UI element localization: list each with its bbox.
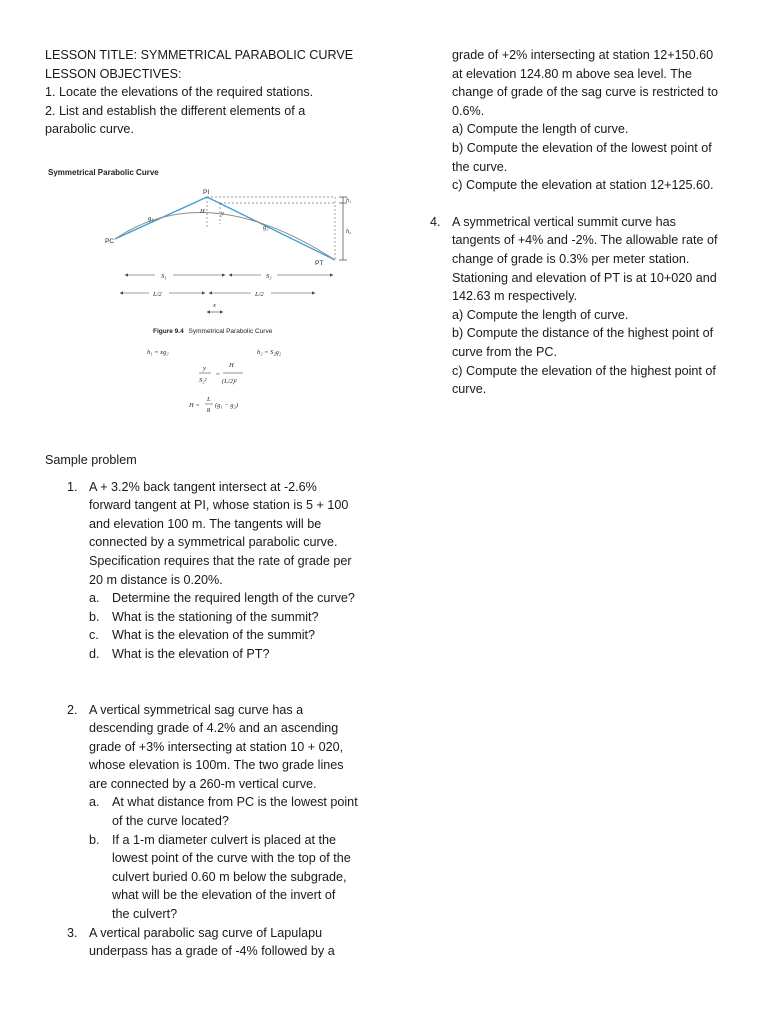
problem-4-line: 142.63 m respectively. — [452, 289, 578, 304]
problem-2-sub-a — [89, 793, 380, 830]
objectives-heading: LESSON OBJECTIVES: — [45, 66, 182, 81]
problem-1-sub-b — [89, 608, 380, 627]
sub-letter: b. — [89, 832, 100, 847]
problem-3 — [45, 924, 380, 961]
sub-text: Determine the required length of the curve? — [112, 591, 355, 606]
problem-1-number: 1. — [67, 479, 78, 494]
problem-2-line: descending grade of 4.2% and an ascending — [89, 721, 339, 736]
problem-3-continued — [430, 46, 735, 195]
h-formula-rest: (g₁ − g₂) — [215, 401, 238, 409]
problem-2-line: whose elevation is 100m. The two grade lines — [89, 758, 344, 773]
sub-letter: a. — [89, 591, 100, 606]
g2-label: g₂ — [263, 223, 269, 231]
sub-text: At what distance from PC is the lowest point — [112, 795, 358, 810]
ratio-l2: (L/2)² — [222, 377, 237, 385]
problem-4-line: a) Compute the length of curve. — [452, 307, 629, 322]
problem-4-line: change of grade is 0.3% per meter station. — [452, 251, 690, 266]
figure-caption-number: Figure 9.4 — [153, 327, 184, 335]
problem-4-line: A symmetrical vertical summit curve has — [452, 214, 676, 229]
half-l-label-right: L/2 — [255, 290, 264, 298]
problem-3-cont-line: b) Compute the elevation of the lowest point of — [452, 140, 712, 155]
problem-3-cont-line: 0.6%. — [452, 103, 485, 118]
left-column — [45, 46, 380, 961]
figure-title: Symmetrical Parabolic Curve — [48, 167, 159, 177]
problem-1-line: A + 3.2% back tangent intersect at -2.6% — [89, 479, 317, 494]
problem-4-line: tangents of +4% and -2%. The allowable rate of — [452, 233, 718, 248]
ratio-equals: = — [216, 370, 220, 378]
h-label: H — [200, 207, 205, 215]
problem-1-sub-d — [89, 645, 380, 664]
s1-label: S₁ — [161, 272, 167, 280]
spacer — [45, 664, 380, 701]
problem-list — [45, 478, 380, 961]
formula-h1: h₁ = xg₂ — [147, 348, 169, 356]
sub-text: culvert buried 0.60 m below the subgrade, — [112, 869, 347, 884]
sub-text: If a 1-m diameter culvert is placed at the — [112, 832, 336, 847]
problem-3-cont-line: c) Compute the elevation at station 12+125.60. — [452, 178, 714, 193]
problem-3-cont-line: the curve. — [452, 159, 508, 174]
problem-1-line: and elevation 100 m. The tangents will be — [89, 516, 322, 531]
formula-h2: h₂ = S₂g₂ — [257, 348, 282, 356]
problem-3-cont-line: at elevation 124.80 m above sea level. The — [452, 66, 692, 81]
pc-label: PC — [105, 237, 115, 245]
sample-problem-heading: Sample problem — [45, 452, 137, 467]
objective-2-line-1: 2. List and establish the different elements of a — [45, 103, 306, 118]
y-label: y — [221, 209, 224, 217]
problem-3-line: A vertical parabolic sag curve of Lapulapu — [89, 925, 323, 940]
parabolic-curve-figure — [45, 167, 380, 437]
sub-text: What is the stationing of the summit? — [112, 609, 319, 624]
pi-label: PI — [203, 188, 210, 196]
problem-3-line: underpass has a grade of -4% followed by a — [89, 944, 335, 959]
sub-text: What is the elevation of the summit? — [112, 628, 315, 643]
sub-text: what will be the elevation of the invert of — [112, 888, 336, 903]
sub-letter: c. — [89, 628, 99, 643]
problem-1 — [45, 478, 380, 664]
problem-2-line: grade of +3% intersecting at station 10 + 020, — [89, 739, 344, 754]
problem-3-number: 3. — [67, 925, 78, 940]
objective-2-line-2: parabolic curve. — [45, 122, 134, 137]
problem-3-cont-line: change of grade of the sag curve is restricted to — [452, 85, 719, 100]
lesson-title: LESSON TITLE: SYMMETRICAL PARABOLIC CURVE — [45, 48, 354, 62]
sub-text: the culvert? — [112, 907, 178, 922]
sub-text: What is the elevation of PT? — [112, 646, 270, 661]
problem-1-sub-a — [89, 589, 380, 608]
problem-4-line: curve from the PC. — [452, 344, 557, 359]
x-label: x — [213, 301, 216, 309]
problem-2 — [45, 701, 380, 924]
problem-2-line: A vertical symmetrical sag curve has a — [89, 702, 304, 717]
problem-2-number: 2. — [67, 702, 78, 717]
sub-text: lowest point of the curve with the top of the — [112, 851, 351, 866]
problem-4-line: curve. — [452, 382, 487, 397]
forward-tangent — [207, 197, 335, 260]
problem-3-cont-line: a) Compute the length of curve. — [452, 122, 629, 137]
h1-label: h₁ — [346, 197, 352, 204]
ratio-s2: S₂² — [199, 376, 207, 384]
problem-4-line: b) Compute the distance of the highest point of — [452, 326, 714, 341]
problem-1-line: 20 m distance is 0.20%. — [89, 572, 223, 587]
h2-label: h₂ — [346, 228, 352, 235]
problem-2-line: are connected by a 260-m vertical curve. — [89, 776, 317, 791]
s2-label: S₂ — [266, 272, 272, 280]
problem-1-line: Specification requires that the rate of grade per — [89, 553, 352, 568]
problem-3-cont-line: grade of +2% intersecting at station 12+150.60 — [452, 48, 714, 62]
h-formula-lhs: H = — [189, 401, 200, 409]
pt-label: PT — [315, 259, 324, 267]
h-formula-den: 8 — [207, 406, 211, 414]
problem-4 — [430, 213, 735, 399]
spacer — [430, 195, 735, 213]
problem-4-line: c) Compute the elevation of the highest point of — [452, 363, 716, 378]
sub-letter: d. — [89, 646, 100, 661]
h-formula-num: L — [207, 395, 211, 403]
ratio-y: y — [203, 364, 206, 372]
sub-letter: b. — [89, 609, 100, 624]
figure-caption-text: Symmetrical Parabolic Curve — [188, 327, 273, 335]
g1-label: g₁ — [148, 214, 154, 222]
ratio-h: H — [229, 361, 234, 369]
figure-svg — [45, 167, 380, 437]
objective-1: 1. Locate the elevations of the required stations. — [45, 85, 314, 100]
problem-1-line: forward tangent at PI, whose station is 5 + 100 — [89, 498, 349, 513]
problem-4-line: Stationing and elevation of PT is at 10+020 and — [452, 270, 717, 285]
problem-4-number: 4. — [430, 214, 441, 229]
problem-1-sub-c — [89, 626, 380, 645]
problem-2-sub-b — [89, 831, 380, 924]
figure-caption — [153, 328, 273, 335]
right-column — [430, 46, 735, 399]
sub-letter: a. — [89, 795, 100, 810]
half-l-label-left: L/2 — [153, 290, 162, 298]
sub-text: of the curve located? — [112, 814, 229, 829]
problem-1-line: connected by a symmetrical parabolic curve. — [89, 535, 338, 550]
